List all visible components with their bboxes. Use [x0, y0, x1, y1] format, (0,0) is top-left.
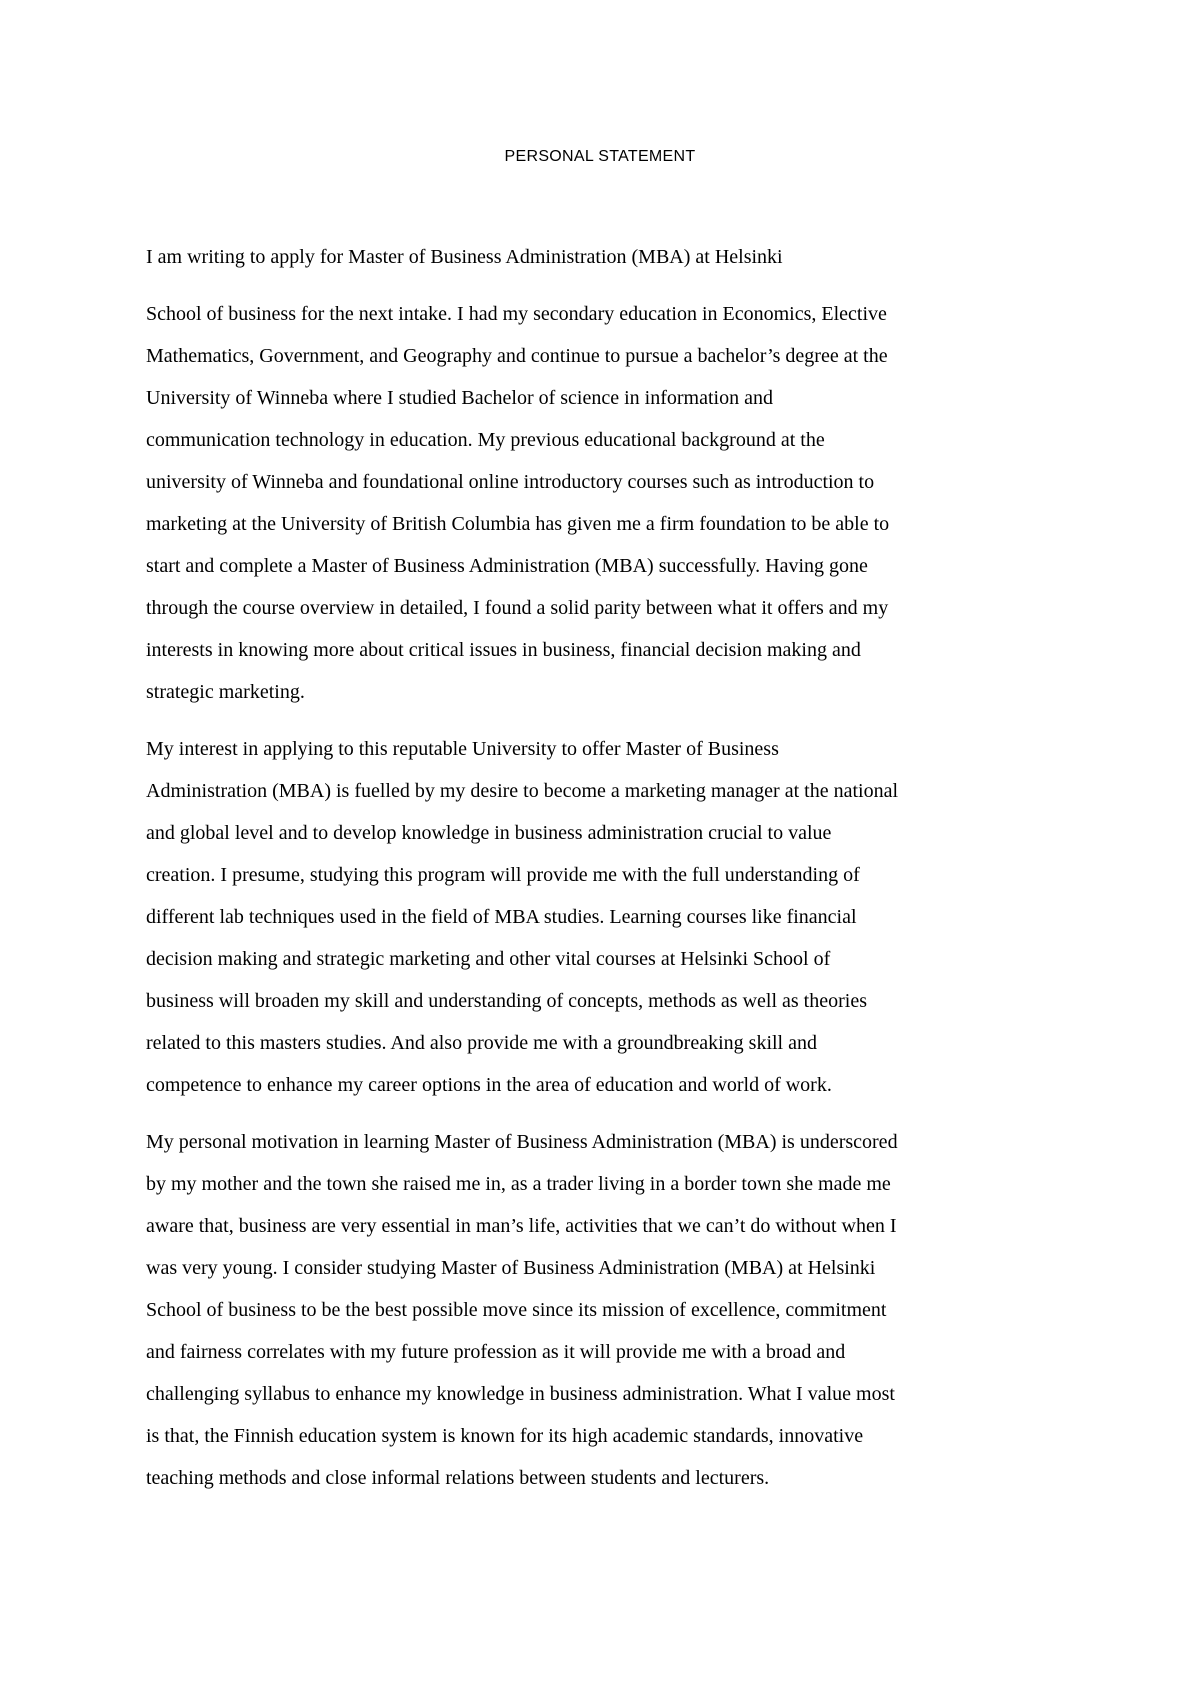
text-line: business will broaden my skill and understanding of concepts, methods as well as theories [146, 990, 867, 1012]
text-line: and fairness correlates with my future profession as it will provide me with a broad and [146, 1341, 846, 1363]
text-line: competence to enhance my career options in the area of education and world of work. [146, 1074, 832, 1096]
text-line: My personal motivation in learning Master of Business Administration (MBA) is underscored [146, 1131, 898, 1153]
text-line: I am writing to apply for Master of Business Administration (MBA) at Helsinki [146, 246, 783, 268]
text-line: challenging syllabus to enhance my knowledge in business administration. What I value most [146, 1383, 895, 1405]
paragraph-background [146, 293, 1066, 713]
text-line: start and complete a Master of Business Administration (MBA) successfully. Having gone [146, 555, 868, 577]
paragraph-interest [146, 728, 1066, 1106]
text-line: decision making and strategic marketing and other vital courses at Helsinki School of [146, 948, 831, 970]
text-line: My interest in applying to this reputable University to offer Master of Business [146, 738, 779, 760]
text-line: through the course overview in detailed, I found a solid parity between what it offers and my [146, 597, 889, 619]
text-line: Mathematics, Government, and Geography and continue to pursue a bachelor’s degree at the [146, 345, 888, 367]
text-line: marketing at the University of British Columbia has given me a firm foundation to be able to [146, 513, 890, 535]
text-line: strategic marketing. [146, 681, 305, 703]
text-line: Administration (MBA) is fuelled by my desire to become a marketing manager at the national [146, 780, 899, 802]
text-line: was very young. I consider studying Master of Business Administration (MBA) at Helsinki [146, 1257, 876, 1279]
document-body [146, 236, 1066, 1499]
text-line: communication technology in education. My previous educational background at the [146, 429, 825, 451]
text-line: School of business to be the best possible move since its mission of excellence, commitment [146, 1299, 887, 1321]
text-line: aware that, business are very essential in man’s life, activities that we can’t do without when I [146, 1215, 897, 1237]
text-line: University of Winneba where I studied Bachelor of science in information and [146, 387, 773, 409]
text-line: related to this masters studies. And also provide me with a groundbreaking skill and [146, 1032, 817, 1054]
text-line: by my mother and the town she raised me in, as a trader living in a border town she made me [146, 1173, 891, 1195]
paragraph-intro [146, 236, 1066, 278]
text-line: teaching methods and close informal relations between students and lecturers. [146, 1467, 770, 1489]
paragraph-motivation [146, 1121, 1066, 1499]
text-line: and global level and to develop knowledge in business administration crucial to value [146, 822, 832, 844]
text-line: university of Winneba and foundational online introductory courses such as introduction to [146, 471, 875, 493]
text-line: creation. I presume, studying this program will provide me with the full understanding of [146, 864, 860, 886]
document-title: PERSONAL STATEMENT [504, 148, 696, 165]
text-line: interests in knowing more about critical issues in business, financial decision making and [146, 639, 861, 661]
text-line: School of business for the next intake. I had my secondary education in Economics, Elective [146, 303, 887, 325]
text-line: different lab techniques used in the field of MBA studies. Learning courses like financial [146, 906, 857, 928]
text-line: is that, the Finnish education system is known for its high academic standards, innovative [146, 1425, 864, 1447]
